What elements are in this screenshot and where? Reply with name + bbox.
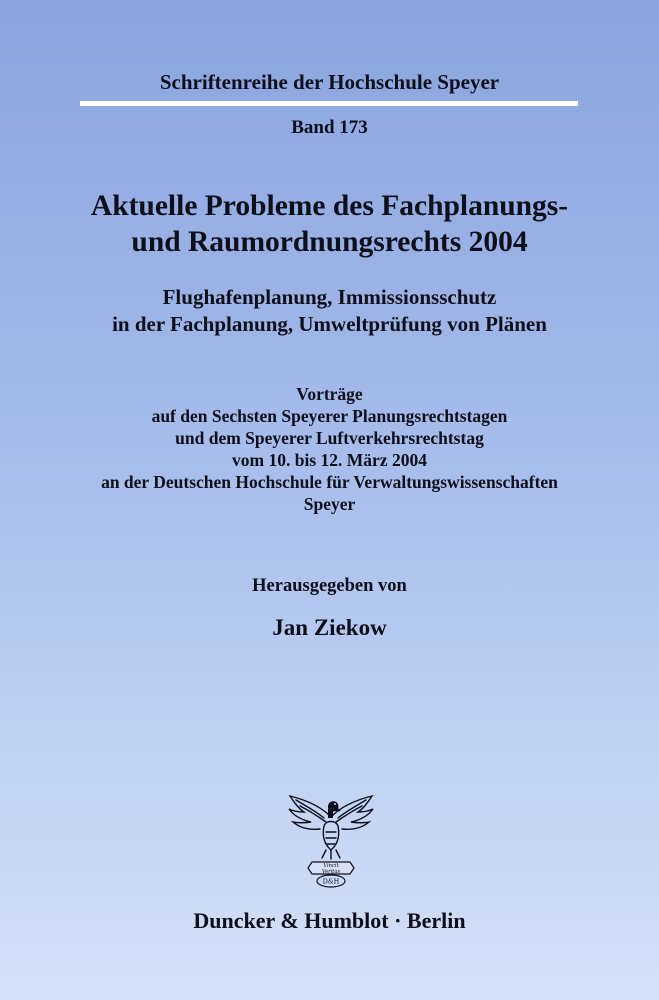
- book-subtitle-line: Flughafenplanung, Immissionsschutz: [162, 285, 497, 309]
- series-title: Schriftenreihe der Hochschule Speyer: [159, 70, 500, 94]
- publisher-name: Duncker & Humblot · Berlin: [193, 908, 466, 933]
- book-title-line: und Raumordnungsrechts 2004: [131, 226, 528, 258]
- lecture-line: an der Deutschen Hochschule für Verwaltungswissenschaften: [101, 472, 558, 492]
- logo-monogram: D&H: [322, 877, 340, 886]
- lecture-description: [0, 383, 659, 515]
- volume-number: Band 173: [291, 117, 368, 138]
- eagle-emblem-icon: [284, 778, 378, 888]
- lecture-line: auf den Sechsten Speyerer Planungsrechtstagen: [151, 406, 508, 426]
- logo-motto: Vincit: [323, 863, 339, 869]
- logo-motto: Veritas: [321, 869, 341, 875]
- editor-name: Jan Ziekow: [272, 615, 387, 640]
- lecture-line: Speyer: [303, 494, 356, 514]
- lecture-line: vom 10. bis 12. März 2004: [232, 450, 427, 470]
- book-title: [0, 188, 659, 260]
- lecture-line: und dem Speyerer Luftverkehrsrechtstag: [175, 428, 484, 448]
- series-divider: [80, 101, 578, 106]
- editor-label: Herausgegeben von: [252, 576, 407, 596]
- book-subtitle: [0, 284, 659, 338]
- book-subtitle-line: in der Fachplanung, Umweltprüfung von Plänen: [112, 312, 547, 336]
- lecture-line: Vorträge: [296, 384, 363, 404]
- book-title-line: Aktuelle Probleme des Fachplanungs-: [90, 190, 569, 222]
